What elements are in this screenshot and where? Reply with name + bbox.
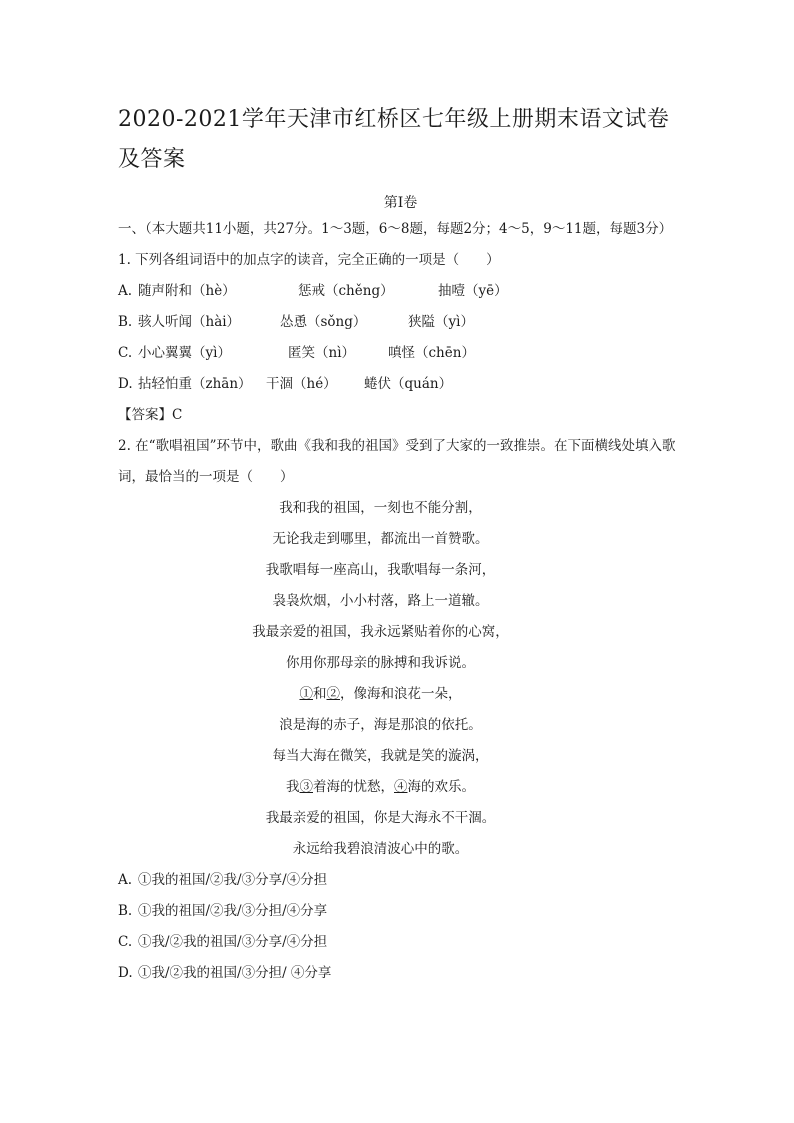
q2-option-d: D. ①我/②我的祖国/③分担/ ④分享 bbox=[118, 965, 332, 981]
lyric-line: 袅袅炊烟，小小村落，路上一道辙。 bbox=[272, 593, 489, 609]
q1-answer: 【答案】C bbox=[118, 407, 183, 423]
lyric-line-blanks-3-4: 我③着海的忧愁，④海的欢乐。 bbox=[286, 779, 475, 795]
lyric-line: 永远给我碧浪清波心中的歌。 bbox=[292, 841, 469, 857]
q1-option-d: D. 拈轻怕重（zhān） 干涸（hé） 蜷伏（quán） bbox=[118, 376, 453, 392]
q2-option-b: B. ①我的祖国/②我/③分担/④分享 bbox=[118, 903, 328, 919]
question-2-stem: 2. 在“歌唱祖国”环节中，歌曲《我和我的祖国》受到了大家的一致推崇。在下面横线处填入歌词，最恰当的一项是（ ） bbox=[118, 438, 676, 485]
lyric-line: 浪是海的赤子，海是那浪的依托。 bbox=[279, 717, 482, 733]
lyric-line: 每当大海在微笑，我就是笑的漩涡， bbox=[272, 748, 489, 764]
lyric-line: 我最亲爱的祖国，我永远紧贴着你的心窝， bbox=[252, 624, 509, 640]
song-lyrics bbox=[118, 493, 683, 865]
lyric-line: 你用你那母亲的脉搏和我诉说。 bbox=[286, 655, 475, 671]
volume-heading: 第I卷 bbox=[383, 195, 418, 211]
lyric-line: 我歌唱每一座高山，我歌唱每一条河， bbox=[265, 562, 496, 578]
blank-4: ④ bbox=[394, 779, 408, 795]
q1-option-b: B. 骇人听闻（hài） 怂恿（sǒng） 狭隘（yì） bbox=[118, 314, 474, 330]
blank-2: ② bbox=[326, 686, 340, 702]
lyric-line-blanks-1-2: ①和②，像海和浪花一朵， bbox=[299, 686, 462, 702]
lyric-line: 我最亲爱的祖国，你是大海永不干涸。 bbox=[265, 810, 496, 826]
document-title: 2020-2021学年天津市红桥区七年级上册期末语文试卷及答案 bbox=[118, 107, 670, 172]
q2-option-a: A. ①我的祖国/②我/③分享/④分担 bbox=[118, 872, 328, 888]
q1-option-c: C. 小心翼翼（yì） 匿笑（nì） 嗔怪（chēn） bbox=[118, 345, 475, 361]
lyric-line: 我和我的祖国，一刻也不能分割， bbox=[279, 500, 482, 516]
blank-3: ③ bbox=[299, 779, 313, 795]
question-1-stem: 1. 下列各组词语中的加点字的读音，完全正确的一项是（ ） bbox=[118, 252, 500, 268]
q1-option-a: A. 随声附和（hè） 惩戒（chěng） 抽噎（yē） bbox=[118, 283, 508, 299]
blank-1: ① bbox=[299, 686, 313, 702]
section-instructions: 一、（本大题共11小题，共27分。1～3题，6～8题，每题2分；4～5，9～11题，每题3分） bbox=[118, 221, 673, 237]
q2-option-c: C. ①我/②我的祖国/③分享/④分担 bbox=[118, 934, 328, 950]
lyric-line: 无论我走到哪里，都流出一首赞歌。 bbox=[272, 531, 489, 547]
document-page bbox=[118, 100, 683, 989]
